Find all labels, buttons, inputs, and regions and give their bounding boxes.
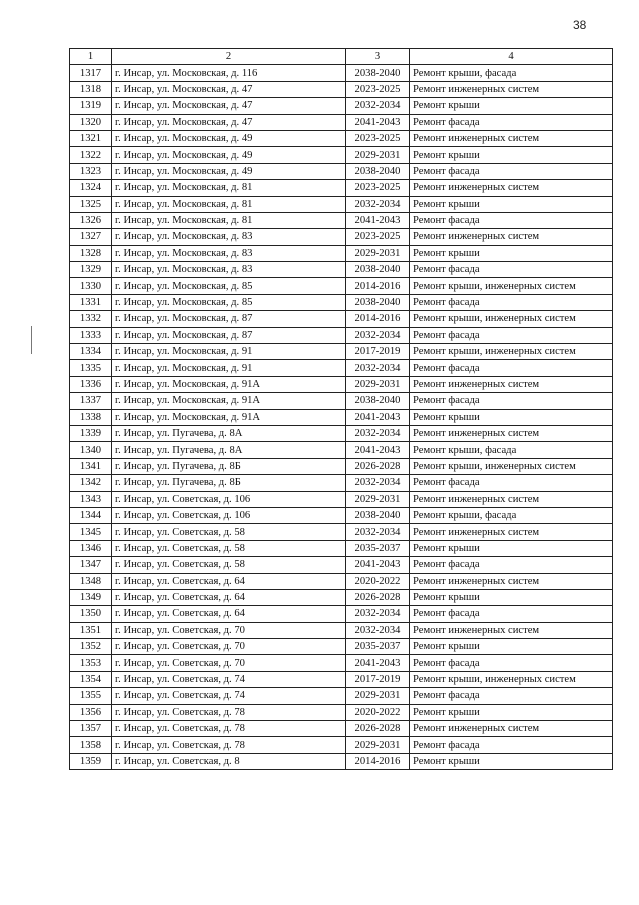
work-type-cell: Ремонт фасада xyxy=(410,327,613,343)
row-number-cell: 1321 xyxy=(70,130,112,146)
table-row xyxy=(70,425,613,441)
address-cell: г. Инсар, ул. Московская, д. 87 xyxy=(112,327,346,343)
address-cell: г. Инсар, ул. Советская, д. 64 xyxy=(112,573,346,589)
work-type-cell: Ремонт крыши, инженерных систем xyxy=(410,671,613,687)
work-type-cell: Ремонт инженерных систем xyxy=(410,524,613,540)
row-number-cell: 1357 xyxy=(70,721,112,737)
work-type-cell: Ремонт фасада xyxy=(410,737,613,753)
address-cell: г. Инсар, ул. Пугачева, д. 8А xyxy=(112,425,346,441)
table-row xyxy=(70,163,613,179)
row-number-cell: 1355 xyxy=(70,688,112,704)
table-row xyxy=(70,540,613,556)
address-cell: г. Инсар, ул. Московская, д. 81 xyxy=(112,196,346,212)
period-cell: 2029-2031 xyxy=(346,147,410,163)
address-cell: г. Инсар, ул. Московская, д. 91 xyxy=(112,344,346,360)
table-row xyxy=(70,65,613,81)
period-cell: 2032-2034 xyxy=(346,425,410,441)
work-type-cell: Ремонт крыши, инженерных систем xyxy=(410,311,613,327)
row-number-cell: 1348 xyxy=(70,573,112,589)
address-cell: г. Инсар, ул. Советская, д. 74 xyxy=(112,688,346,704)
work-type-cell: Ремонт инженерных систем xyxy=(410,425,613,441)
table-row xyxy=(70,639,613,655)
work-type-cell: Ремонт крыши xyxy=(410,540,613,556)
address-cell: г. Инсар, ул. Советская, д. 70 xyxy=(112,622,346,638)
period-cell: 2023-2025 xyxy=(346,229,410,245)
address-cell: г. Инсар, ул. Советская, д. 78 xyxy=(112,721,346,737)
address-cell: г. Инсар, ул. Московская, д. 83 xyxy=(112,229,346,245)
row-number-cell: 1324 xyxy=(70,180,112,196)
row-number-cell: 1329 xyxy=(70,262,112,278)
table-row xyxy=(70,688,613,704)
row-number-cell: 1323 xyxy=(70,163,112,179)
row-number-cell: 1322 xyxy=(70,147,112,163)
address-cell: г. Инсар, ул. Московская, д. 85 xyxy=(112,294,346,310)
period-cell: 2014-2016 xyxy=(346,311,410,327)
row-number-cell: 1350 xyxy=(70,606,112,622)
row-number-cell: 1356 xyxy=(70,704,112,720)
work-type-cell: Ремонт инженерных систем xyxy=(410,721,613,737)
work-type-cell: Ремонт крыши, фасада xyxy=(410,442,613,458)
row-number-cell: 1318 xyxy=(70,81,112,97)
address-cell: г. Инсар, ул. Советская, д. 8 xyxy=(112,753,346,769)
table-row xyxy=(70,130,613,146)
period-cell: 2032-2034 xyxy=(346,327,410,343)
table-row xyxy=(70,147,613,163)
row-number-cell: 1341 xyxy=(70,458,112,474)
period-cell: 2029-2031 xyxy=(346,376,410,392)
table-row xyxy=(70,327,613,343)
address-cell: г. Инсар, ул. Московская, д. 83 xyxy=(112,262,346,278)
period-cell: 2038-2040 xyxy=(346,65,410,81)
row-number-cell: 1331 xyxy=(70,294,112,310)
address-cell: г. Инсар, ул. Советская, д. 106 xyxy=(112,491,346,507)
period-cell: 2032-2034 xyxy=(346,622,410,638)
address-cell: г. Инсар, ул. Пугачева, д. 8А xyxy=(112,442,346,458)
table-row xyxy=(70,81,613,97)
address-cell: г. Инсар, ул. Советская, д. 70 xyxy=(112,655,346,671)
address-cell: г. Инсар, ул. Московская, д. 49 xyxy=(112,147,346,163)
margin-mark xyxy=(31,326,32,354)
work-type-cell: Ремонт инженерных систем xyxy=(410,491,613,507)
page-number: 38 xyxy=(573,18,587,32)
work-type-cell: Ремонт крыши xyxy=(410,98,613,114)
table-row xyxy=(70,721,613,737)
work-type-cell: Ремонт фасада xyxy=(410,163,613,179)
work-type-cell: Ремонт инженерных систем xyxy=(410,180,613,196)
repair-schedule-table xyxy=(69,48,613,770)
table-row xyxy=(70,376,613,392)
work-type-cell: Ремонт фасада xyxy=(410,114,613,130)
work-type-cell: Ремонт фасада xyxy=(410,655,613,671)
table-row xyxy=(70,475,613,491)
work-type-cell: Ремонт инженерных систем xyxy=(410,229,613,245)
period-cell: 2032-2034 xyxy=(346,606,410,622)
work-type-cell: Ремонт фасада xyxy=(410,557,613,573)
address-cell: г. Инсар, ул. Московская, д. 81 xyxy=(112,180,346,196)
column-header-address: 2 xyxy=(112,49,346,65)
table-body xyxy=(70,65,613,770)
row-number-cell: 1325 xyxy=(70,196,112,212)
table-row xyxy=(70,622,613,638)
row-number-cell: 1327 xyxy=(70,229,112,245)
table-row xyxy=(70,491,613,507)
address-cell: г. Инсар, ул. Советская, д. 78 xyxy=(112,737,346,753)
row-number-cell: 1317 xyxy=(70,65,112,81)
period-cell: 2029-2031 xyxy=(346,688,410,704)
table-row xyxy=(70,573,613,589)
work-type-cell: Ремонт инженерных систем xyxy=(410,130,613,146)
work-type-cell: Ремонт фасада xyxy=(410,606,613,622)
row-number-cell: 1339 xyxy=(70,425,112,441)
table-row xyxy=(70,245,613,261)
period-cell: 2017-2019 xyxy=(346,344,410,360)
work-type-cell: Ремонт крыши, инженерных систем xyxy=(410,458,613,474)
table-row xyxy=(70,98,613,114)
address-cell: г. Инсар, ул. Московская, д. 47 xyxy=(112,114,346,130)
period-cell: 2032-2034 xyxy=(346,524,410,540)
work-type-cell: Ремонт крыши, фасада xyxy=(410,507,613,523)
work-type-cell: Ремонт крыши xyxy=(410,245,613,261)
row-number-cell: 1337 xyxy=(70,393,112,409)
work-type-cell: Ремонт крыши xyxy=(410,147,613,163)
address-cell: г. Инсар, ул. Советская, д. 78 xyxy=(112,704,346,720)
table-row xyxy=(70,311,613,327)
table-row xyxy=(70,409,613,425)
column-header-number: 1 xyxy=(70,49,112,65)
table-row xyxy=(70,114,613,130)
address-cell: г. Инсар, ул. Московская, д. 87 xyxy=(112,311,346,327)
row-number-cell: 1333 xyxy=(70,327,112,343)
row-number-cell: 1349 xyxy=(70,589,112,605)
table-row xyxy=(70,262,613,278)
table-row xyxy=(70,442,613,458)
period-cell: 2032-2034 xyxy=(346,196,410,212)
address-cell: г. Инсар, ул. Московская, д. 47 xyxy=(112,81,346,97)
period-cell: 2041-2043 xyxy=(346,114,410,130)
table-row xyxy=(70,753,613,769)
work-type-cell: Ремонт крыши xyxy=(410,589,613,605)
address-cell: г. Инсар, ул. Советская, д. 106 xyxy=(112,507,346,523)
period-cell: 2029-2031 xyxy=(346,737,410,753)
period-cell: 2026-2028 xyxy=(346,589,410,605)
work-type-cell: Ремонт крыши xyxy=(410,753,613,769)
period-cell: 2032-2034 xyxy=(346,98,410,114)
table-row xyxy=(70,196,613,212)
work-type-cell: Ремонт крыши xyxy=(410,639,613,655)
address-cell: г. Инсар, ул. Советская, д. 74 xyxy=(112,671,346,687)
row-number-cell: 1345 xyxy=(70,524,112,540)
address-cell: г. Инсар, ул. Советская, д. 64 xyxy=(112,589,346,605)
address-cell: г. Инсар, ул. Московская, д. 83 xyxy=(112,245,346,261)
row-number-cell: 1351 xyxy=(70,622,112,638)
work-type-cell: Ремонт фасада xyxy=(410,294,613,310)
work-type-cell: Ремонт крыши, инженерных систем xyxy=(410,278,613,294)
row-number-cell: 1347 xyxy=(70,557,112,573)
table-row xyxy=(70,704,613,720)
period-cell: 2041-2043 xyxy=(346,409,410,425)
table-row xyxy=(70,557,613,573)
table-row xyxy=(70,294,613,310)
work-type-cell: Ремонт крыши, инженерных систем xyxy=(410,344,613,360)
address-cell: г. Инсар, ул. Московская, д. 91 xyxy=(112,360,346,376)
address-cell: г. Инсар, ул. Московская, д. 91А xyxy=(112,376,346,392)
work-type-cell: Ремонт крыши, фасада xyxy=(410,65,613,81)
period-cell: 2038-2040 xyxy=(346,163,410,179)
table-row xyxy=(70,229,613,245)
address-cell: г. Инсар, ул. Советская, д. 70 xyxy=(112,639,346,655)
table-row xyxy=(70,344,613,360)
period-cell: 2032-2034 xyxy=(346,360,410,376)
work-type-cell: Ремонт крыши xyxy=(410,409,613,425)
work-type-cell: Ремонт фасада xyxy=(410,212,613,228)
row-number-cell: 1330 xyxy=(70,278,112,294)
table-header-row xyxy=(70,49,613,65)
table-row xyxy=(70,507,613,523)
row-number-cell: 1328 xyxy=(70,245,112,261)
period-cell: 2038-2040 xyxy=(346,393,410,409)
period-cell: 2023-2025 xyxy=(346,81,410,97)
address-cell: г. Инсар, ул. Пугачева, д. 8Б xyxy=(112,475,346,491)
table-row xyxy=(70,360,613,376)
row-number-cell: 1354 xyxy=(70,671,112,687)
period-cell: 2041-2043 xyxy=(346,557,410,573)
address-cell: г. Инсар, ул. Советская, д. 58 xyxy=(112,540,346,556)
address-cell: г. Инсар, ул. Московская, д. 49 xyxy=(112,163,346,179)
row-number-cell: 1359 xyxy=(70,753,112,769)
address-cell: г. Инсар, ул. Московская, д. 47 xyxy=(112,98,346,114)
row-number-cell: 1334 xyxy=(70,344,112,360)
period-cell: 2020-2022 xyxy=(346,704,410,720)
row-number-cell: 1358 xyxy=(70,737,112,753)
row-number-cell: 1336 xyxy=(70,376,112,392)
work-type-cell: Ремонт крыши xyxy=(410,704,613,720)
period-cell: 2035-2037 xyxy=(346,639,410,655)
work-type-cell: Ремонт крыши xyxy=(410,196,613,212)
period-cell: 2038-2040 xyxy=(346,507,410,523)
work-type-cell: Ремонт инженерных систем xyxy=(410,81,613,97)
address-cell: г. Инсар, ул. Московская, д. 49 xyxy=(112,130,346,146)
period-cell: 2041-2043 xyxy=(346,655,410,671)
period-cell: 2038-2040 xyxy=(346,262,410,278)
table-row xyxy=(70,737,613,753)
address-cell: г. Инсар, ул. Московская, д. 116 xyxy=(112,65,346,81)
work-type-cell: Ремонт фасада xyxy=(410,688,613,704)
work-type-cell: Ремонт фасада xyxy=(410,393,613,409)
period-cell: 2023-2025 xyxy=(346,180,410,196)
table-row xyxy=(70,655,613,671)
period-cell: 2029-2031 xyxy=(346,245,410,261)
work-type-cell: Ремонт инженерных систем xyxy=(410,573,613,589)
work-type-cell: Ремонт фасада xyxy=(410,475,613,491)
period-cell: 2041-2043 xyxy=(346,212,410,228)
row-number-cell: 1352 xyxy=(70,639,112,655)
work-type-cell: Ремонт инженерных систем xyxy=(410,376,613,392)
work-type-cell: Ремонт фасада xyxy=(410,262,613,278)
period-cell: 2014-2016 xyxy=(346,753,410,769)
table-row xyxy=(70,524,613,540)
row-number-cell: 1346 xyxy=(70,540,112,556)
table-row xyxy=(70,458,613,474)
address-cell: г. Инсар, ул. Советская, д. 58 xyxy=(112,557,346,573)
column-header-period: 3 xyxy=(346,49,410,65)
table-row xyxy=(70,671,613,687)
row-number-cell: 1332 xyxy=(70,311,112,327)
period-cell: 2041-2043 xyxy=(346,442,410,458)
period-cell: 2035-2037 xyxy=(346,540,410,556)
address-cell: г. Инсар, ул. Советская, д. 58 xyxy=(112,524,346,540)
work-type-cell: Ремонт инженерных систем xyxy=(410,622,613,638)
table-row xyxy=(70,589,613,605)
period-cell: 2026-2028 xyxy=(346,721,410,737)
row-number-cell: 1338 xyxy=(70,409,112,425)
row-number-cell: 1319 xyxy=(70,98,112,114)
table-row xyxy=(70,180,613,196)
row-number-cell: 1335 xyxy=(70,360,112,376)
period-cell: 2032-2034 xyxy=(346,475,410,491)
row-number-cell: 1340 xyxy=(70,442,112,458)
address-cell: г. Инсар, ул. Московская, д. 81 xyxy=(112,212,346,228)
period-cell: 2020-2022 xyxy=(346,573,410,589)
work-type-cell: Ремонт фасада xyxy=(410,360,613,376)
row-number-cell: 1320 xyxy=(70,114,112,130)
address-cell: г. Инсар, ул. Московская, д. 91А xyxy=(112,409,346,425)
table-row xyxy=(70,606,613,622)
row-number-cell: 1342 xyxy=(70,475,112,491)
address-cell: г. Инсар, ул. Пугачева, д. 8Б xyxy=(112,458,346,474)
period-cell: 2017-2019 xyxy=(346,671,410,687)
address-cell: г. Инсар, ул. Московская, д. 85 xyxy=(112,278,346,294)
table-row xyxy=(70,278,613,294)
period-cell: 2014-2016 xyxy=(346,278,410,294)
table-row xyxy=(70,212,613,228)
period-cell: 2026-2028 xyxy=(346,458,410,474)
period-cell: 2038-2040 xyxy=(346,294,410,310)
row-number-cell: 1344 xyxy=(70,507,112,523)
period-cell: 2023-2025 xyxy=(346,130,410,146)
period-cell: 2029-2031 xyxy=(346,491,410,507)
row-number-cell: 1343 xyxy=(70,491,112,507)
row-number-cell: 1353 xyxy=(70,655,112,671)
table-row xyxy=(70,393,613,409)
row-number-cell: 1326 xyxy=(70,212,112,228)
address-cell: г. Инсар, ул. Московская, д. 91А xyxy=(112,393,346,409)
address-cell: г. Инсар, ул. Советская, д. 64 xyxy=(112,606,346,622)
column-header-work: 4 xyxy=(410,49,613,65)
